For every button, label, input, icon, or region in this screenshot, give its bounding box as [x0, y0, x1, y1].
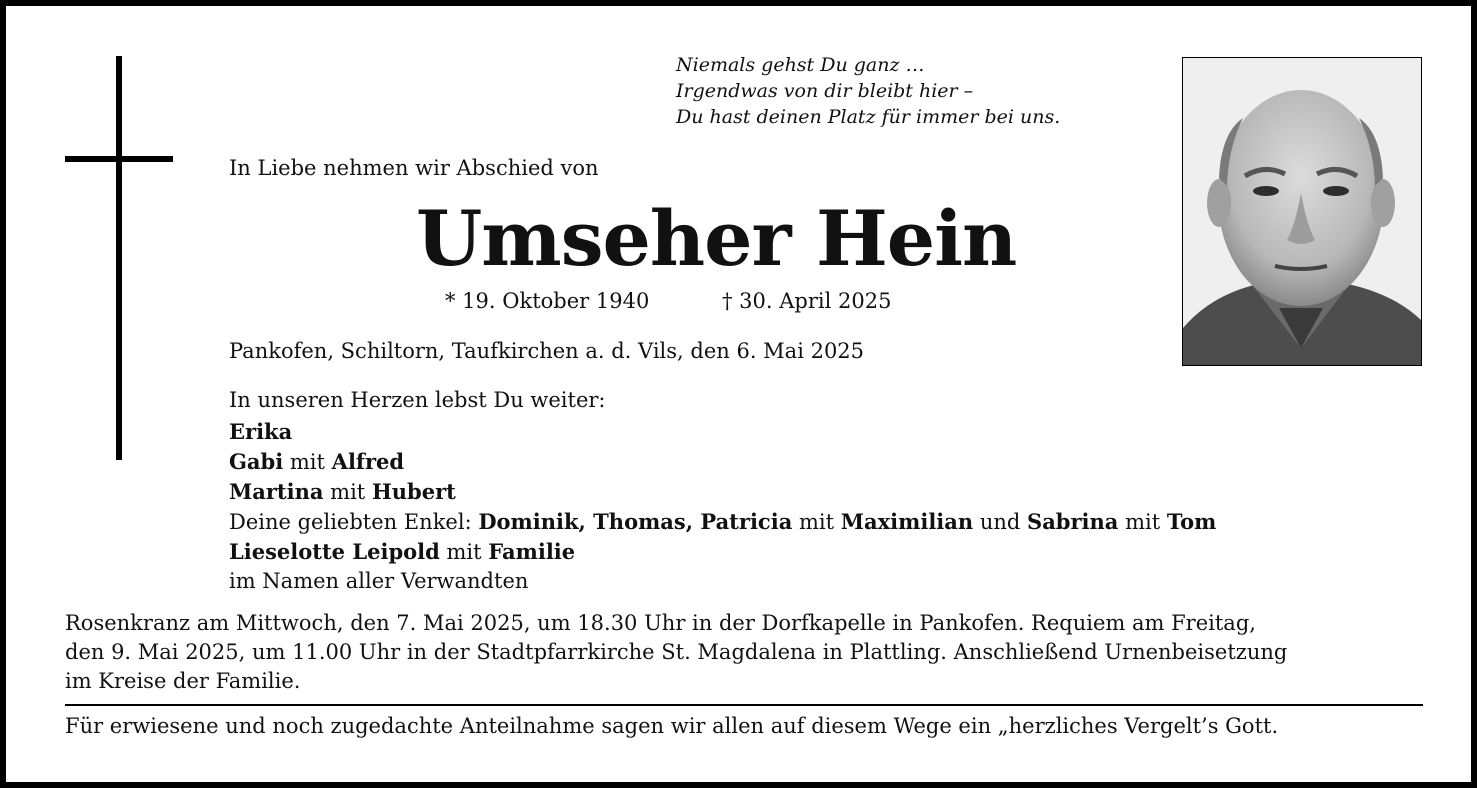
quote-line: Niemals gehst Du ganz …: [676, 54, 925, 76]
farewell-intro: In Liebe nehmen wir Abschied von: [229, 156, 599, 180]
memorial-quote: [676, 52, 1060, 130]
mourners-intro: In unseren Herzen lebst Du weiter:: [229, 388, 606, 412]
place-and-date: Pankofen, Schiltorn, Taufkirchen a. d. Vils, den 6. Mai 2025: [229, 339, 865, 363]
mourner-name: Tom: [1166, 509, 1217, 534]
cross-icon-vertical: [116, 56, 122, 460]
divider: [65, 704, 1423, 706]
mourner-name: Maximilian: [840, 509, 974, 534]
mourners-list: [229, 386, 1216, 596]
cross-icon-horizontal: [65, 156, 173, 162]
service-line: den 9. Mai 2025, um 11.00 Uhr in der Stadtpfarrkirche St. Magdalena in Plattling. Anschließend Urnenbeisetzung: [65, 640, 1288, 664]
birth-date: * 19. Oktober 1940: [445, 289, 650, 313]
mourner-line: [229, 537, 1216, 567]
mourner-name: Lieselotte Leipold: [229, 539, 440, 564]
mourner-name: Dominik, Thomas, Patricia: [478, 509, 793, 534]
mourner-line: [229, 447, 1216, 477]
service-details: [65, 609, 1425, 696]
mourner-name: Sabrina: [1027, 509, 1119, 534]
connector: mit: [1125, 510, 1161, 534]
death-date: † 30. April 2025: [722, 289, 892, 313]
mourner-name: Gabi: [229, 449, 284, 474]
quote-line: Du hast deinen Platz für immer bei uns.: [676, 106, 1061, 128]
mourner-line: [229, 417, 1216, 447]
connector: mit: [330, 480, 366, 504]
enkel-prefix: Deine geliebten Enkel:: [229, 510, 472, 534]
connector: mit: [799, 510, 835, 534]
connector: mit: [446, 540, 482, 564]
mourner-line: im Namen aller Verwandten: [229, 569, 529, 593]
connector: und: [979, 510, 1021, 534]
service-line: im Kreise der Familie.: [65, 669, 301, 693]
thanks-note: Für erwiesene und noch zugedachte Anteilnahme sagen wir allen auf diesem Wege ein „herzliches Vergelt’s Gott.: [65, 714, 1279, 738]
mourner-name: Martina: [229, 479, 324, 504]
mourner-name: Hubert: [371, 479, 456, 504]
quote-line: Irgendwas von dir bleibt hier –: [676, 80, 974, 102]
portrait-photo: [1182, 57, 1422, 366]
connector: mit: [289, 450, 325, 474]
mourner-name: Familie: [488, 539, 576, 564]
mourner-name: Erika: [229, 419, 293, 444]
mourner-line: [229, 477, 1216, 507]
service-line: Rosenkranz am Mittwoch, den 7. Mai 2025, um 18.30 Uhr in der Dorfkapelle in Pankofen. Requiem am Freitag,: [65, 611, 1256, 635]
portrait-icon: [1183, 58, 1421, 365]
deceased-name: Umseher Hein: [416, 194, 1017, 283]
mourner-line: [229, 507, 1216, 537]
mourner-name: Alfred: [331, 449, 405, 474]
